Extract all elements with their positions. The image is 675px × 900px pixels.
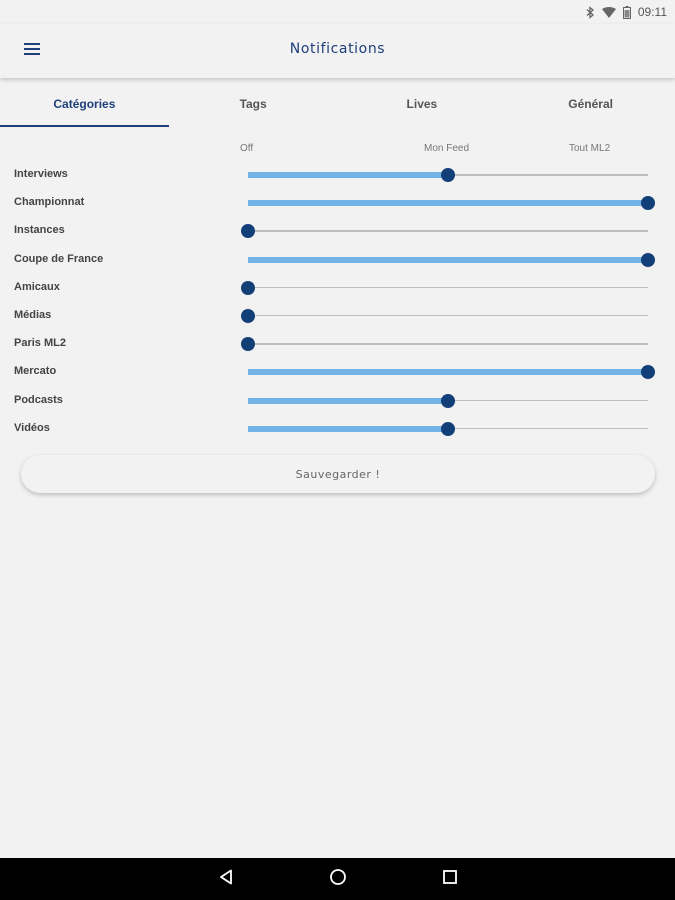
slider-fill <box>248 398 448 404</box>
category-row <box>0 217 675 245</box>
slider-track <box>248 315 648 317</box>
category-level-slider[interactable] <box>248 224 648 238</box>
category-row <box>0 246 675 274</box>
category-label: Mercato <box>14 365 57 378</box>
category-row <box>0 302 675 330</box>
slider-thumb[interactable] <box>441 394 455 408</box>
category-level-slider[interactable] <box>248 337 648 351</box>
home-icon <box>329 868 347 891</box>
recents-button[interactable] <box>440 869 460 889</box>
slider-fill <box>248 369 648 375</box>
category-level-slider[interactable] <box>248 281 648 295</box>
bluetooth-icon <box>586 6 595 19</box>
category-label: Interviews <box>14 168 68 180</box>
tab-categories[interactable]: Catégories <box>0 80 169 128</box>
slider-fill <box>248 426 448 432</box>
back-button[interactable] <box>216 869 236 889</box>
category-label: Championnat <box>14 196 85 209</box>
category-level-slider[interactable] <box>248 168 648 182</box>
category-row <box>0 274 675 302</box>
category-row <box>0 358 675 386</box>
category-row <box>0 330 675 358</box>
slider-thumb[interactable] <box>241 309 255 323</box>
slider-thumb[interactable] <box>641 365 655 379</box>
slider-track <box>248 287 648 289</box>
page-title: Notifications <box>289 41 386 57</box>
slider-thumb[interactable] <box>241 337 255 351</box>
tab-tags[interactable]: Tags <box>239 97 267 111</box>
slider-thumb[interactable] <box>441 168 455 182</box>
category-level-slider[interactable] <box>248 196 648 210</box>
slider-thumb[interactable] <box>241 281 255 295</box>
recents-icon <box>442 869 458 890</box>
back-icon <box>218 869 234 890</box>
category-level-slider[interactable] <box>248 365 648 379</box>
slider-fill <box>248 172 448 178</box>
slider-fill <box>248 200 648 206</box>
category-level-slider[interactable] <box>248 394 648 408</box>
tab-lives[interactable]: Lives <box>406 97 438 111</box>
category-row <box>0 387 675 415</box>
save-button[interactable]: Sauvegarder ! <box>21 455 655 493</box>
category-level-slider[interactable] <box>248 309 648 323</box>
category-label: Instances <box>14 224 65 237</box>
slider-thumb[interactable] <box>641 253 655 267</box>
status-time: 09:11 <box>637 5 667 19</box>
column-header-tout-ml2: Tout ML2 <box>569 143 611 154</box>
category-row <box>0 161 675 189</box>
category-level-slider[interactable] <box>248 422 648 436</box>
tab-bar <box>0 80 675 128</box>
category-row <box>0 189 675 217</box>
slider-track <box>248 343 648 345</box>
category-level-slider[interactable] <box>248 253 648 267</box>
category-label: Paris ML2 <box>14 337 66 350</box>
column-header-off: Off <box>240 143 254 154</box>
status-bar <box>0 0 675 24</box>
category-label: Médias <box>14 308 52 321</box>
category-label: Podcasts <box>14 393 63 406</box>
slider-thumb[interactable] <box>241 224 255 238</box>
home-button[interactable] <box>328 869 348 889</box>
wifi-icon <box>602 7 616 18</box>
column-header-mon-feed: Mon Feed <box>424 143 470 154</box>
category-label: Amicaux <box>14 280 60 293</box>
category-label: Vidéos <box>14 421 50 434</box>
navigation-bar <box>0 858 675 900</box>
level-column-headers <box>0 143 675 157</box>
slider-thumb[interactable] <box>441 422 455 436</box>
app-bar <box>0 24 675 78</box>
category-row <box>0 415 675 443</box>
tab-general[interactable]: Général <box>568 97 613 111</box>
slider-track <box>248 230 648 232</box>
slider-fill <box>248 257 648 263</box>
category-list <box>0 161 675 443</box>
category-label: Coupe de France <box>14 252 104 265</box>
battery-icon <box>623 6 631 19</box>
slider-thumb[interactable] <box>641 196 655 210</box>
